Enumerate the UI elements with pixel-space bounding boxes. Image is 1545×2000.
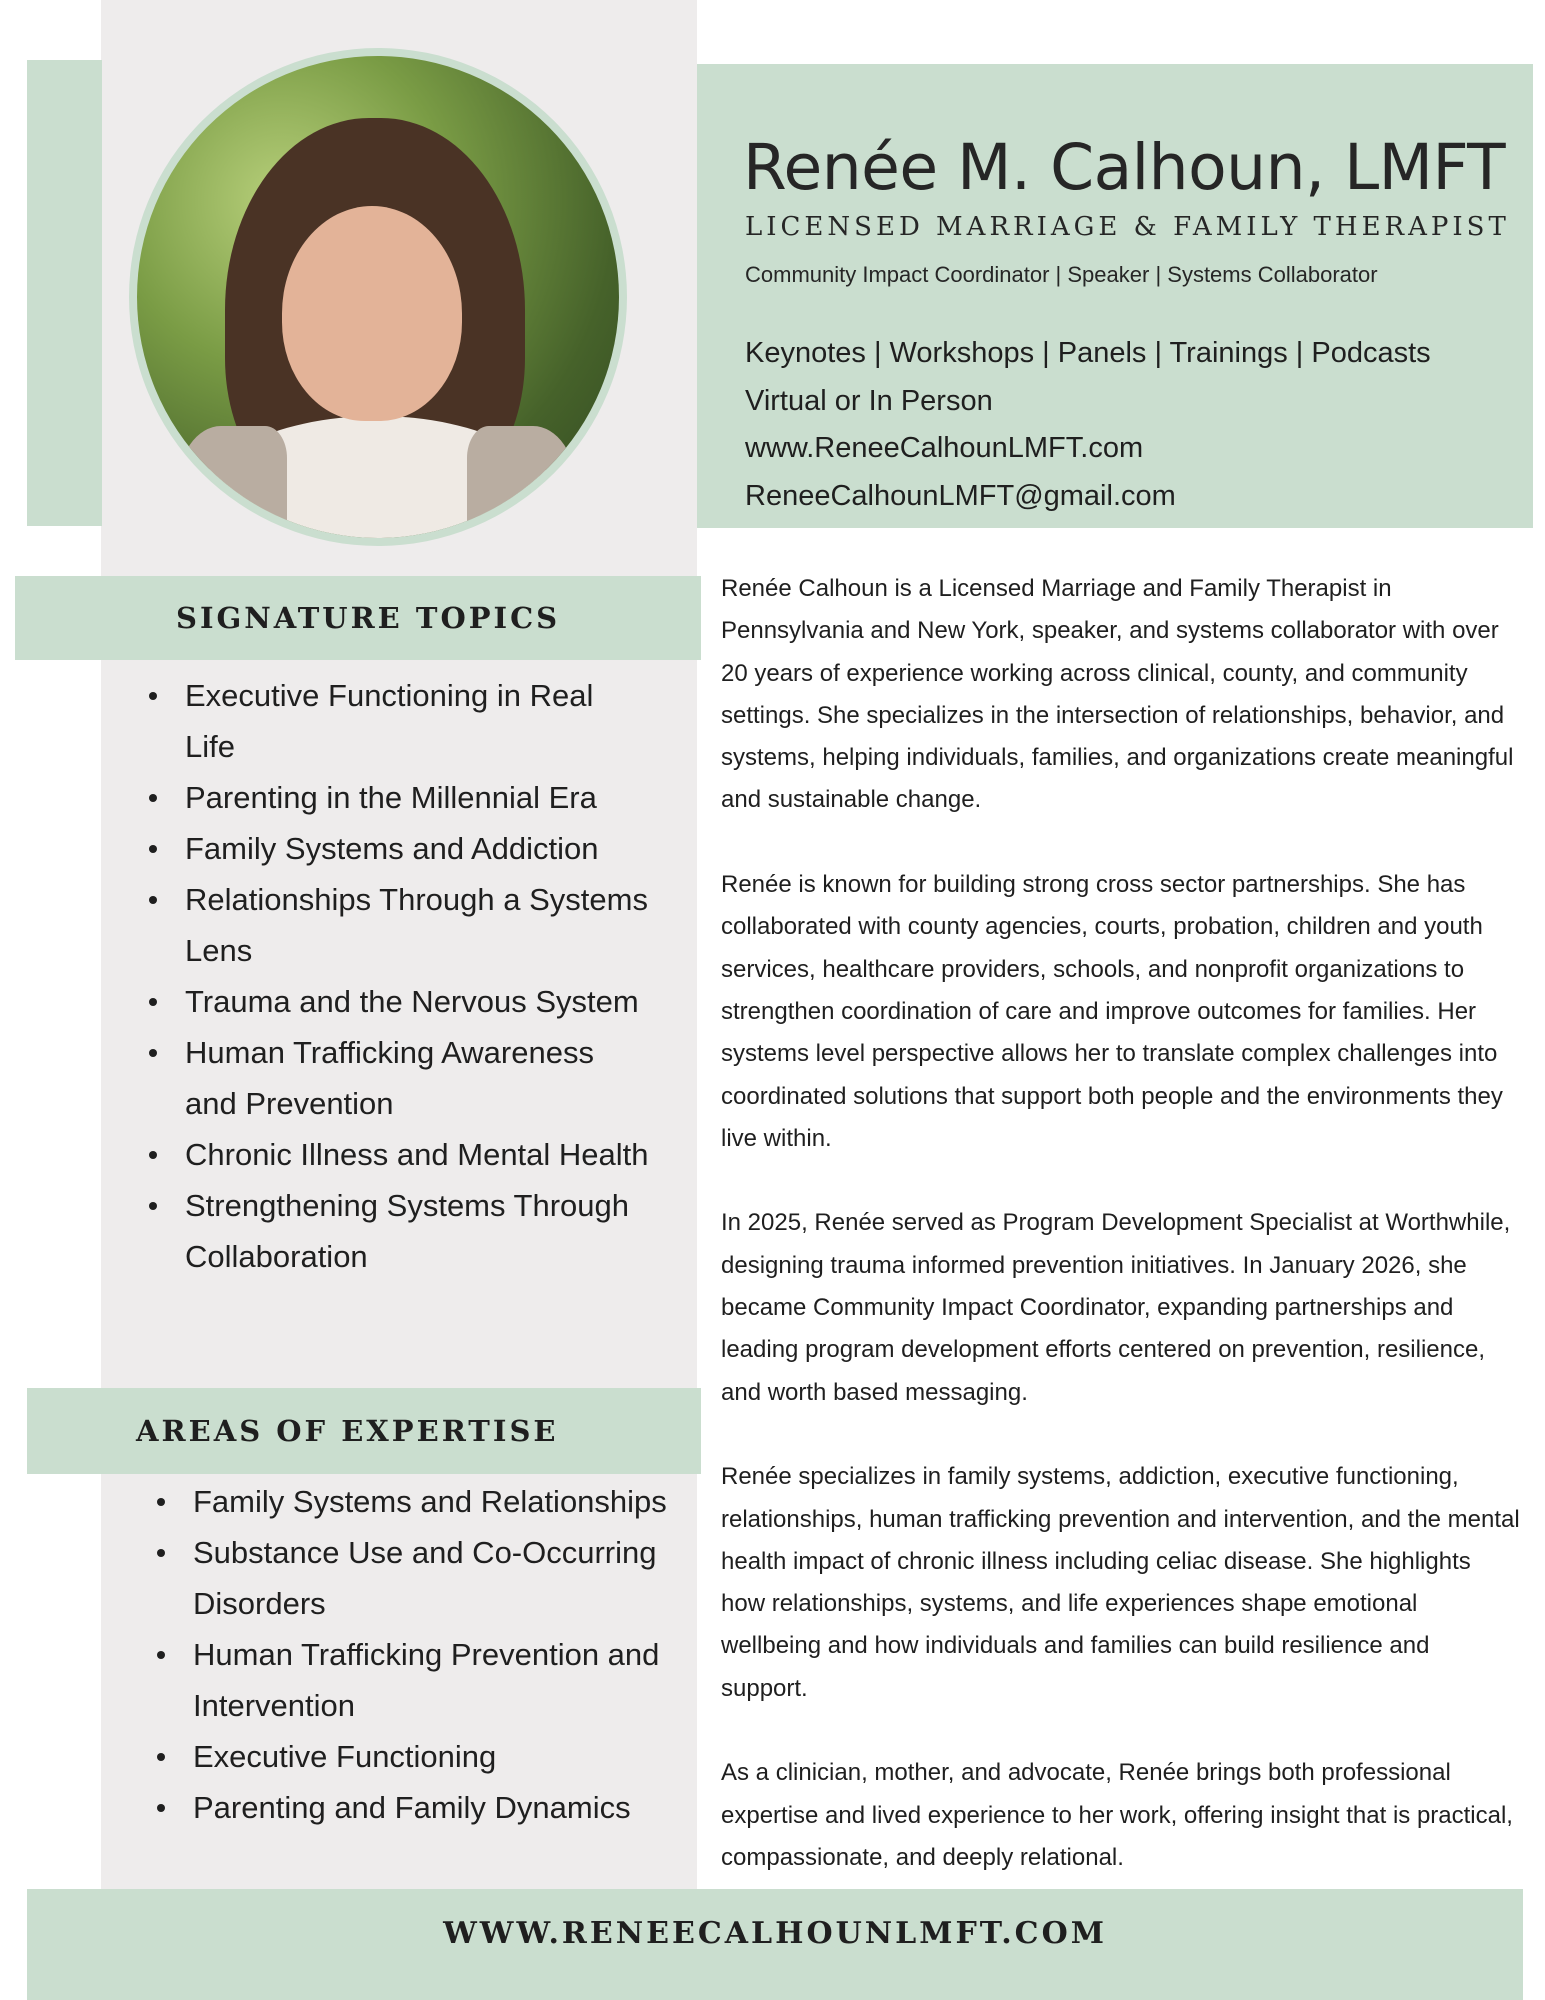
signature-topics-list xyxy=(149,670,649,1282)
website-link[interactable]: www.ReneeCalhounLMFT.com xyxy=(745,432,1144,464)
person-name: Renée M. Calhoun, LMFT xyxy=(743,131,1506,204)
portrait-sweater-right xyxy=(467,426,577,538)
portrait-photo xyxy=(137,56,619,538)
areas-of-expertise-list xyxy=(157,1476,677,1833)
portrait-face xyxy=(282,206,462,421)
bio-paragraph: Renée is known for building strong cross sector partnerships. She has collaborated with county agencies, courts, probation, children and youth services, healthcare providers, schools, and nonprofit organizations to strengthen coordination of care and improve outcomes for families. Her systems level perspective allows her to translate complex challenges into coordinated solutions that support both people and the environments they live within. xyxy=(721,871,1503,1152)
email-link[interactable]: ReneeCalhounLMFT@gmail.com xyxy=(745,479,1176,512)
left-accent-strip xyxy=(27,60,102,526)
list-item: Executive Functioning xyxy=(157,1731,677,1782)
list-item: Substance Use and Co-Occurring Disorders xyxy=(157,1527,677,1629)
biography xyxy=(721,568,1521,1922)
list-item: Chronic Illness and Mental Health xyxy=(149,1129,649,1180)
list-item: Executive Functioning in Real Life xyxy=(149,670,649,772)
list-item: Parenting and Family Dynamics xyxy=(157,1782,677,1833)
list-item: Strengthening Systems Through Collaboration xyxy=(149,1180,649,1282)
bio-paragraph: Renée Calhoun is a Licensed Marriage and Family Therapist in Pennsylvania and New York, speaker, and systems collaborator with over 20 years of experience working across clinical, county, and community settings. She specializes in the intersection of relationships, behavior, and systems, helping individuals, families, and organizations create meaningful and sustainable change. xyxy=(721,575,1514,814)
contact-block xyxy=(745,330,1431,520)
footer-website-link[interactable]: WWW.RENEECALHOUNLMFT.COM xyxy=(443,1916,1107,1951)
format-line: Virtual or In Person xyxy=(745,384,993,417)
list-item: Family Systems and Addiction xyxy=(149,823,649,874)
portrait-sweater-left xyxy=(177,426,287,538)
list-item: Human Trafficking Prevention and Intervention xyxy=(157,1629,677,1731)
list-item: Human Trafficking Awareness and Prevention xyxy=(149,1027,649,1129)
roles-line: Community Impact Coordinator | Speaker | Systems Collaborator xyxy=(745,262,1378,287)
bio-paragraph: As a clinician, mother, and advocate, Renée brings both professional expertise and lived experience to her work, offering insight that is practical, compassionate, and deeply relational. xyxy=(721,1759,1513,1871)
list-item: Trauma and the Nervous System xyxy=(149,976,649,1027)
list-item: Parenting in the Millennial Era xyxy=(149,772,649,823)
professional-title: LICENSED MARRIAGE & FAMILY THERAPIST xyxy=(745,212,1510,242)
bio-paragraph: Renée specializes in family systems, addiction, executive functioning, relationships, human trafficking prevention and intervention, and the mental health impact of chronic illness including celiac disease. She highlights how relationships, systems, and life experiences shape emotional wellbeing and how individuals and families can build resilience and support. xyxy=(721,1463,1520,1702)
services-line: Keynotes | Workshops | Panels | Trainings | Podcasts xyxy=(745,337,1431,369)
areas-of-expertise-heading: AREAS OF EXPERTISE xyxy=(136,1414,559,1448)
signature-topics-heading: SIGNATURE TOPICS xyxy=(176,601,561,635)
list-item: Relationships Through a Systems Lens xyxy=(149,874,649,976)
bio-paragraph: In 2025, Renée served as Program Development Specialist at Worthwhile, designing trauma informed prevention initiatives. In January 2026, she became Community Impact Coordinator, expanding partnerships and leading program development efforts centered on prevention, resilience, and worth based messaging. xyxy=(721,1209,1511,1406)
list-item: Family Systems and Relationships xyxy=(157,1476,677,1527)
